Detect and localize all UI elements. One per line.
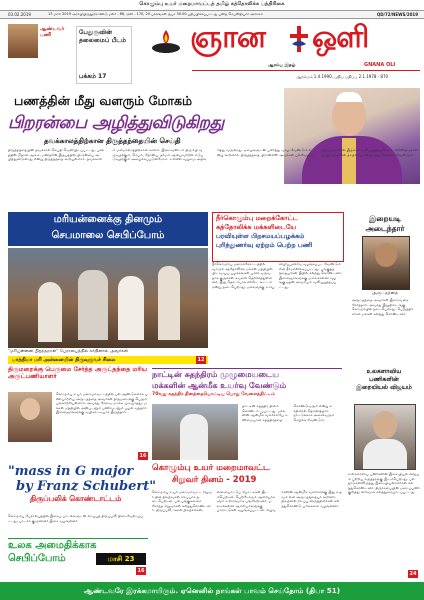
priest-head: [20, 398, 40, 420]
mary-section-title-1: மரியன்னைக்கு தினமும்: [53, 214, 163, 225]
masthead-english-name: GNANA OLI: [364, 62, 396, 68]
mission-sub: 70வது சுதந்திர தினத்தையொட்டிய பொது வேலைத்திட்டம்: [152, 392, 275, 397]
badge-centre-text: பேதுருவின் தலைமைப் பீடம்: [79, 29, 127, 44]
mary-photo: [8, 248, 208, 348]
figure-priest-2: [38, 282, 62, 342]
prayer-day-date: மாசி 23: [96, 553, 146, 565]
prayer-page-ref: 16: [137, 568, 145, 574]
masthead-title: [190, 20, 418, 64]
mission-body: நாட்டின் சுதந்திர தினம் கொண்டாடப்பட்டது. மக்களின் ஆன்மீக வளர்ச்சியே உண்மையான சுதந்திரத்தை கொண்டுவரும் என்று கர்தினால் தெரிவித்தார். நாட்டுக்காக அனைவரும் செபிக்க வேண்டும்.: [242, 404, 335, 422]
right-col-heading: [348, 368, 420, 402]
obituary-head: [375, 243, 397, 267]
mary-footer-text: பாத்திமா மரி அன்னையின் திருவுருவச் சிலை: [12, 357, 116, 363]
right-col-head: [373, 411, 397, 439]
badge-page-number: பக்கம் 17: [79, 73, 107, 80]
mary-footer: [8, 356, 208, 364]
priest-feature-heading: [8, 366, 148, 388]
prayer-day-box: [8, 538, 148, 579]
badge-left-photo: [8, 24, 38, 58]
badge-left-text: ஆண்டவர் பணி: [40, 26, 65, 38]
priest-feature-heading-text: திருமறைக்கு பெருமை சேர்த்த அருட்தந்தை மரிய அருட்பணியாளர்: [8, 366, 148, 381]
seminary-line-2: சிறுவர் தினம் - 2019: [172, 475, 257, 485]
obituary-label: அருட்தந்தை: [371, 291, 399, 296]
lamp-emblem-icon: [146, 22, 186, 62]
masthead-sub-line: ஆரம்பம் 1.4.1990, புதிய பதிப்பு 2.1.1978 - 870: [296, 74, 389, 79]
issue-details: 13 மாசி 2019 அராபியிருநூற்றாண்டு மலர் - 86, ஒளி - 170, 20 பக்கங்கள் ரூபா 30.00 பதிப்பிக்கப்பட்டது புனித செபஸ்தியார் அச்சகம்: [48, 12, 264, 16]
cross-dove-icon: [288, 24, 310, 56]
catechism-line-1: நீர்கொழும்பு மறைக்கோட்ட: [216, 214, 298, 222]
right-col-heading-1: உலகளாவிய: [366, 368, 402, 375]
headline-main: பிறரன்பை அழித்துவிடுகிறது: [8, 113, 224, 133]
seminary-header: [152, 462, 342, 488]
badge-left: [8, 24, 72, 58]
right-col-heading-3: இறையியல் விஜயம்: [356, 384, 412, 391]
mission-figure: [180, 414, 208, 460]
seminary-body: கொழும்பு உயர் மறைமாவட்ட சிறுவர் தின நிகழ்வுகள் சிறப்பாக நடைபெற்றன. பல பங்குகளைச் சேர்ந்த சிறுவர்கள் கலந்துகொண்டனர். திருப்பலி, கலை நிகழ்ச்சிகள், விளையாட்டுப் போட்டிகள் இடம்பெற்றன. பெற்றோரும் ஆசிரியர்களும் உற்சாகமாக பங்கேற்றனர். மறைக்கல்வி ஆசிரியர்களுக்கு பாராட்டுகள் வழங்கப்பட்டன. சிறுவர்களின் ஆன்மீக வளர்ச்சிக்கு இது உதவும் என அருட்தந்தையர் கூறினர். நிகழ்வில் சிறப்பு விருந்தினர்கள் கலந்துகொண்டு பரிசுகளை வழங்கினர்.: [152, 490, 342, 513]
masthead-title-right: ஒளி: [312, 20, 369, 55]
pope-cap: [336, 92, 362, 102]
mary-section-title-2: செபமாலை செபிப்போம்: [51, 230, 165, 241]
headline-kicker: பணத்தின் மீது வளரும் மோகம்: [14, 93, 193, 108]
right-col-body: உலகளாவிய பணிகளின் இறையியல் விஜயம் பற்றிய கருத்தரங்கு இடம்பெற்றது. பல நாடுகளிலிருந்து இறையியலாளர்கள் கலந்துகொண்டனர். திருச்சபையின் மறைப்பணி குறித்து விரிவாக கலந்துரையாடப்பட்டது.: [348, 472, 420, 495]
pope-head: [332, 96, 366, 136]
right-col-heading-2: பணிகளின்: [369, 376, 399, 383]
schubert-line-1: "mass in G major: [8, 464, 134, 479]
priest-photo: [8, 392, 52, 442]
priest-feature-body: கொழும்பு உயர் மறைமாவட்டத்தில் பல ஆண்டுகளாக பணியாற்றிய அருட்தந்தை அவர்கள் திருமறைக்கு பெரும் பங்காற்றியுள்ளார். அவரது சேவை மறக்க முடியாதது. மக்கள் மத்தியில் அன்புடனும் பணிவுடனும் பழகி வந்தார். இளைஞர்களுக்கு வழிகாட்டியாக இருந்தார்.: [56, 392, 148, 415]
top-banner: [0, 0, 424, 9]
catechism-box: [212, 212, 344, 262]
obituary-photo: [362, 236, 410, 290]
mary-section-banner: [8, 212, 208, 246]
mary-page-ref: 12: [197, 357, 205, 363]
priest-page-ref: 16: [139, 453, 147, 459]
lead-article-body: திருத்தந்தையின் தவக்கால செய்தி வெளியிடப்பட்டது. பணத்தின் மீதான ஆசை, மனிதரின் இதயத்தில் பிறரன்பை அழித்துவிடுகிறது என்று திருத்தந்தை கூறியுள்ளார். தவக்காலம் மனமாற்றத்திற்கான காலம். இறைவனிடம் திரும்பி வருவதற்கும், செபம், நோன்பு, தர்மம் ஆகியவற்றில் ஈடுபடுவதற்கும் அழைக்கப்படுகிறோம். உலகில் வறுமை அதிகரித்து வருகிறது. ஏழைகளுடன் பகிர்ந்து வாழ வேண்டும் என்று கூறினார். திருத்தந்தை பிரான்சிஸ் அவர்கள் பல்வேறு சந்தர்ப்பங்களில் இதனை வலியுறுத்தியுள்ளார். கிறிஸ்தவர்கள் தமது வாழ்வில் தாழ்ச்சியுடன் நடந்து கொள்ள வேண்டும்.: [8, 148, 418, 162]
headline-sub: தவக்காலத்திற்கான திருத்தந்தையின் செய்தி: [44, 137, 181, 145]
catechism-line-2: கத்தோலிக்க மக்களிடையே: [216, 223, 297, 231]
prayer-day-line-1: உலக அமைதிக்காக: [8, 540, 97, 551]
schubert-body: கொழும்பு பேராலயத்தில் இசைப் பாடல்களுடன் சிறப்புத் திருப்பலி நிறைவேற்றப்பட்டது. பாடகர் குழுவினர் இசை வழங்கினர்.: [8, 514, 144, 523]
obituary-title-1: இறையடி: [369, 214, 401, 223]
mission-line-1: நாட்டின் சுதந்திரம் முழுமையடைய: [152, 370, 280, 379]
seminary-line-1: கொழும்பு உயர் மறைமாவட்ட: [152, 463, 270, 473]
right-col-body-figure: [363, 439, 407, 469]
obituary-title-2: அடைந்தார்: [365, 224, 405, 233]
issue-date: 03.02.2019: [8, 12, 31, 17]
schubert-sub: திருப்பலிக் கொண்டாட்டம்: [30, 494, 122, 503]
catechism-line-4: புரிந்துணர்வு ஏற்றம் பெற்ற பணி: [216, 241, 313, 249]
right-col-page-ref: 24: [409, 571, 417, 577]
prayer-day-line-2: செபிப்போம்: [8, 553, 66, 564]
masthead: [0, 18, 424, 90]
catechism-line-3: பரவியுள்ள பிறசமயப்பழக்கம்: [216, 232, 305, 240]
bottom-bar-text: ஆண்டவரே இரக்கமாயிரும். ஏனெனில் நாங்கள் பாவம் செய்தோம் (திபா 51): [83, 586, 341, 595]
mary-caption: "மரியன்னை பிறந்தநாள்" பேராலயத்தில் கர்தினால் அவர்கள்: [8, 349, 128, 354]
statue: [158, 266, 180, 340]
mission-line-2: மக்களின் ஆன்மீக உயர்வு வேண்டும்: [152, 381, 287, 390]
obituary-body: அருட்தந்தை அவர்கள் இறைவனடி சேர்ந்தார். அவரது இறுதிச்சடங்கு கொழும்பில் நடைபெற்றது. பெருந்திரளான மக்கள் கலந்து கொண்டனர்.: [352, 298, 414, 316]
figure-cardinal: [78, 270, 108, 340]
masthead-divider: [192, 70, 420, 71]
masthead-founded: ஆரம்ப இதழ்: [268, 63, 296, 68]
bottom-bar: [0, 582, 424, 600]
catechism-body: நீர்கொழும்பு மறைக்கோட்டத்தில் வாழும் கத்தோலிக்க மக்கள் மத்தியில் பிற சமயப் பழக்கங்கள் பரவி வருவதாக குருக்கள் கவலை தெரிவித்துள்ளனர். இது தொடர்பாக விசேட கூட்டம் ஒன்று நடைபெற்றது. மக்களுக்கு உரிய விழிப்புணர்வு வழங்கப்பட வேண்டும் என தீர்மானிக்கப்பட்டது. பங்குத்தந்தையர்கள் இதில் கலந்து கொண்டனர். இளைஞர்களுக்கு மறைக்கல்வி வழங்குவதன் அவசியம் வலியுறுத்தப்பட்டது.: [212, 262, 342, 289]
schubert-line-2: by Franz Schubert": [16, 479, 156, 494]
badge-centre: [76, 26, 132, 84]
top-banner-text: கொழும்பு உயர் மறைமாவட்டத் தமிழ் கத்தோலிக்க பத்திரிகை: [139, 1, 285, 7]
mission-header: [152, 368, 342, 403]
right-col-photo: [354, 404, 416, 470]
figure-priest-1: [118, 276, 144, 340]
mission-photo: [152, 404, 238, 460]
masthead-title-left: ஞான: [190, 20, 265, 55]
registration-number: QD/72/NEWS/2019: [376, 12, 418, 17]
schubert-box: [8, 464, 156, 514]
